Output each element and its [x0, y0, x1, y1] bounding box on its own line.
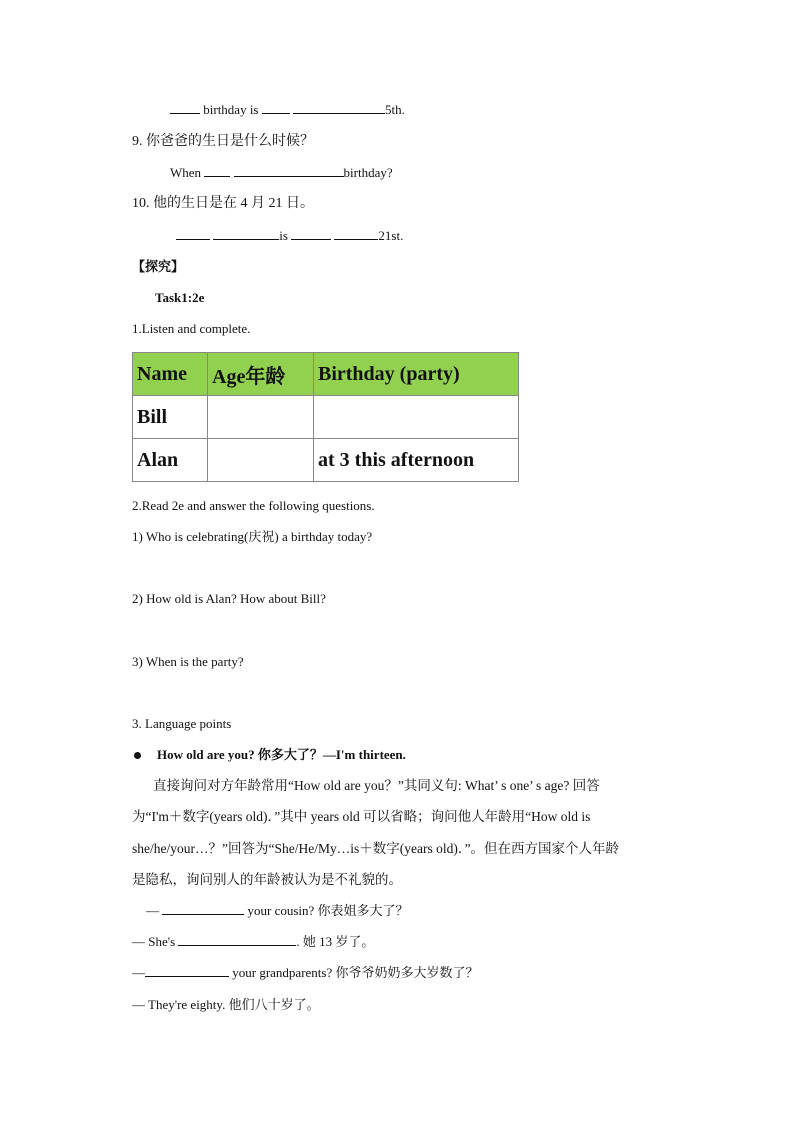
cell-birthday[interactable]	[314, 396, 519, 439]
paragraph-line: 为“I'm＋数字(years old)．”其中 years old 可以省略；询问他人年龄用“How old is	[132, 809, 591, 824]
line-text: When	[170, 165, 202, 180]
cell-age[interactable]	[208, 396, 314, 439]
cell-age[interactable]	[208, 439, 314, 482]
question-1: 1) Who is celebrating(庆祝) a birthday today?	[132, 529, 373, 544]
blank[interactable]	[234, 164, 344, 177]
cell-birthday: at 3 this afternoon	[314, 439, 519, 482]
example-1	[146, 902, 409, 920]
example-text: — She's	[132, 934, 176, 949]
bullet-text: How old are you? 你多大了？—I'm thirteen.	[157, 747, 406, 762]
paragraph-line: 是隐私，询问别人的年龄被认为是不礼貌的。	[132, 872, 402, 887]
table-header-row	[133, 353, 519, 396]
header-birthday: Birthday (party)	[314, 353, 519, 396]
bullet-icon	[134, 752, 141, 759]
dash: —	[132, 965, 145, 980]
question-9-prompt: 9. 你爸爸的生日是什么时候？	[132, 134, 314, 149]
header-age: Age年龄	[208, 353, 314, 396]
fill-line-9	[170, 164, 393, 182]
line-text: birthday is	[203, 102, 259, 117]
question-10-prompt: 10. 他的生日是在 4 月 21 日。	[132, 196, 314, 211]
example-2	[132, 933, 374, 951]
question-3: 3) When is the party?	[132, 654, 244, 669]
exercise-1-title: 1.Listen and complete.	[132, 321, 251, 336]
blank[interactable]	[293, 101, 385, 114]
section-label: 【探究】	[132, 259, 185, 274]
fill-line-10	[176, 227, 403, 245]
table-row	[133, 439, 519, 482]
table-row	[133, 396, 519, 439]
paragraph-line: 直接询问对方年龄常用“How old are you？”其同义句: What’ s one’ s age? 回答	[153, 778, 600, 793]
task-label: Task1:2e	[155, 290, 205, 305]
blank[interactable]	[145, 964, 229, 977]
cell-name: Alan	[133, 439, 208, 482]
exercise-3-title: 3. Language points	[132, 716, 232, 731]
line-text: birthday?	[343, 165, 393, 180]
paragraph-line: she/he/your…？”回答为“She/He/My…is＋数字(years old)．”。但在西方国家个人年龄	[132, 841, 620, 856]
dash: —	[146, 903, 159, 918]
blank[interactable]	[176, 227, 210, 240]
example-text: your grandparents? 你爷爷奶奶多大岁数了？	[232, 965, 479, 980]
example-4: — They're eighty. 他们八十岁了。	[132, 997, 320, 1012]
exercise-2-title: 2.Read 2e and answer the following questions.	[132, 498, 375, 513]
question-2: 2) How old is Alan? How about Bill?	[132, 591, 326, 606]
line-text: is	[279, 228, 288, 243]
cell-name: Bill	[133, 396, 208, 439]
blank[interactable]	[204, 164, 230, 177]
language-point-title	[134, 746, 406, 764]
example-3	[132, 964, 479, 982]
blank[interactable]	[213, 227, 279, 240]
blank[interactable]	[334, 227, 378, 240]
line-text: 5th.	[385, 102, 405, 117]
line-text: 21st.	[378, 228, 404, 243]
header-name: Name	[133, 353, 208, 396]
blank[interactable]	[162, 902, 244, 915]
blank[interactable]	[178, 933, 296, 946]
blank[interactable]	[262, 101, 290, 114]
birthday-table	[132, 352, 519, 482]
example-text: your cousin? 你表姐多大了？	[247, 903, 409, 918]
fill-line-8	[170, 101, 405, 119]
blank[interactable]	[170, 101, 200, 114]
blank[interactable]	[291, 227, 331, 240]
example-text: . 她 13 岁了。	[296, 934, 375, 949]
